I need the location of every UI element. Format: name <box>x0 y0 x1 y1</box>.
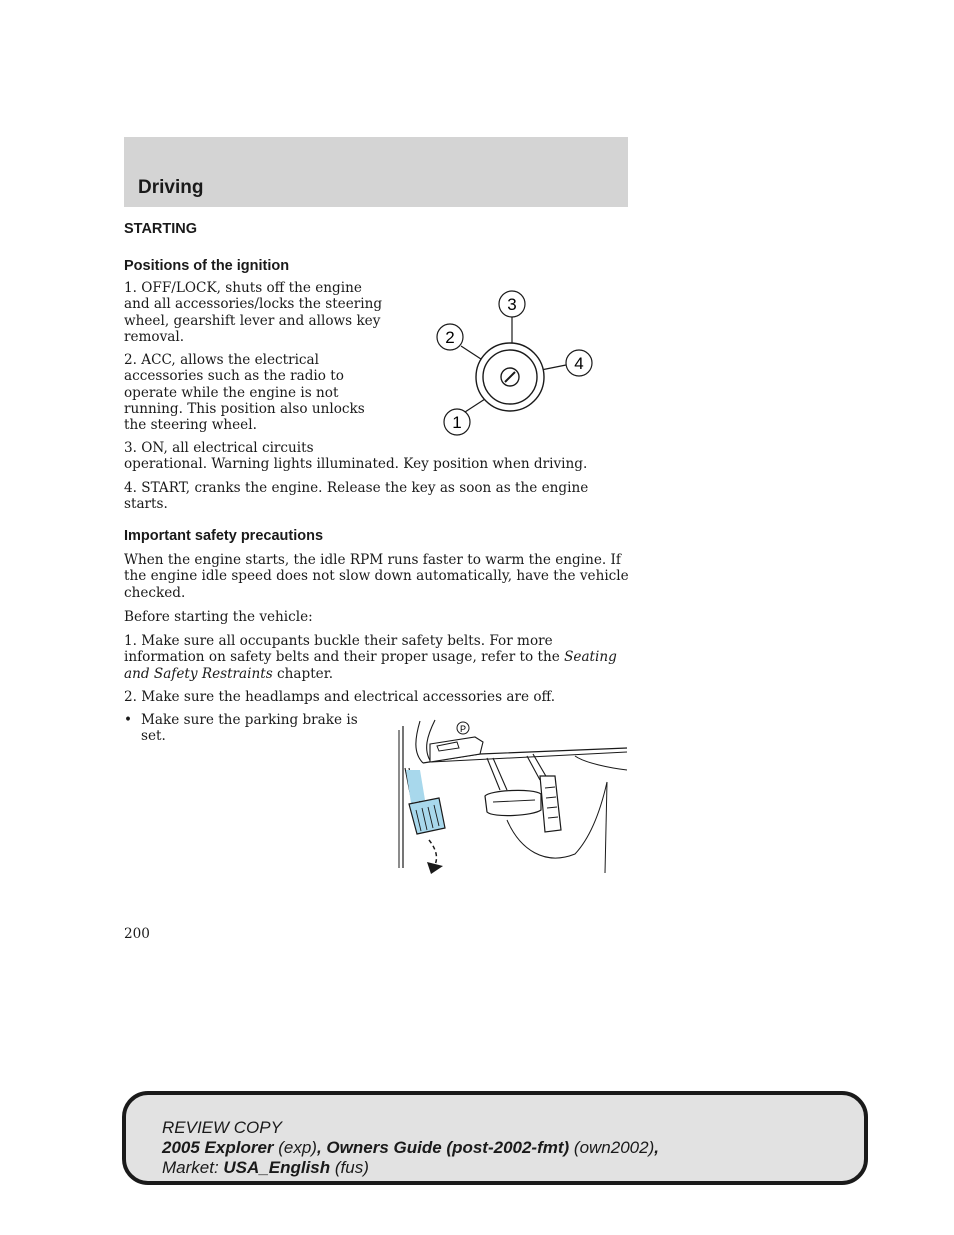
review-copy-footer-text <box>162 1118 659 1178</box>
ignition-label-1 <box>444 409 470 435</box>
footer-model-line: 2005 Explorer (exp), Owners Guide (post-2002-fmt) (own2002), <box>162 1138 659 1157</box>
parking-brake-arm <box>406 770 425 803</box>
chapter-reference: Seating and Safety Restraints <box>124 649 617 682</box>
ignition-position-3: 3. ON, all electrical circuits operational. Warning lights illuminated. Key position when driving. <box>124 440 588 473</box>
parking-indicator-icon <box>457 722 469 734</box>
accelerator-pedal <box>540 776 561 832</box>
heading-starting: STARTING <box>124 221 198 237</box>
safety-paragraph-before: Before starting the vehicle: <box>124 609 313 625</box>
svg-text:2: 2 <box>445 328 455 347</box>
safety-paragraph-idle: When the engine starts, the idle RPM runs faster to warm the engine. If the engine idle speed does not slow down automatically, have the vehicle checked. <box>124 552 629 601</box>
safety-step-2: 2. Make sure the headlamps and electrical accessories are off. <box>124 689 556 705</box>
heading-ignition-positions: Positions of the ignition <box>124 258 290 274</box>
svg-text:1: 1 <box>452 413 462 432</box>
bullet-dot: • <box>124 712 133 728</box>
svg-text:3: 3 <box>507 295 517 314</box>
heading-safety-precautions: Important safety precautions <box>124 528 324 544</box>
safety-step-1: 1. Make sure all occupants buckle their safety belts. For more information on safety belts and their proper usage, refer to the Seating and Safety Restraints chapter. <box>124 633 617 682</box>
page-number: 200 <box>124 926 150 942</box>
ignition-position-4: 4. START, cranks the engine. Release the key as soon as the engine starts. <box>124 480 589 513</box>
ignition-label-3 <box>499 291 525 317</box>
brake-pedal <box>485 790 541 815</box>
ignition-positions-diagram <box>430 285 600 440</box>
svg-text:P: P <box>459 724 467 734</box>
safety-bullet-parking-brake: Make sure the parking brake is set. <box>141 712 358 745</box>
footer-review-copy: REVIEW COPY <box>162 1118 282 1137</box>
ignition-label-4 <box>566 350 592 376</box>
section-title: Driving <box>138 177 204 198</box>
footer-market-line: Market: USA_English (fus) <box>162 1158 369 1177</box>
ignition-position-1: 1. OFF/LOCK, shuts off the engine and all accessories/locks the steering wheel, gearshift lever and allows key removal. <box>124 280 383 345</box>
ignition-position-2: 2. ACC, allows the electrical accessories such as the radio to operate while the engine is not running. This position also unlocks the steering wheel. <box>124 352 365 434</box>
svg-text:4: 4 <box>574 354 584 373</box>
parking-brake-pedal-diagram <box>395 718 630 878</box>
ignition-label-2 <box>437 324 463 350</box>
